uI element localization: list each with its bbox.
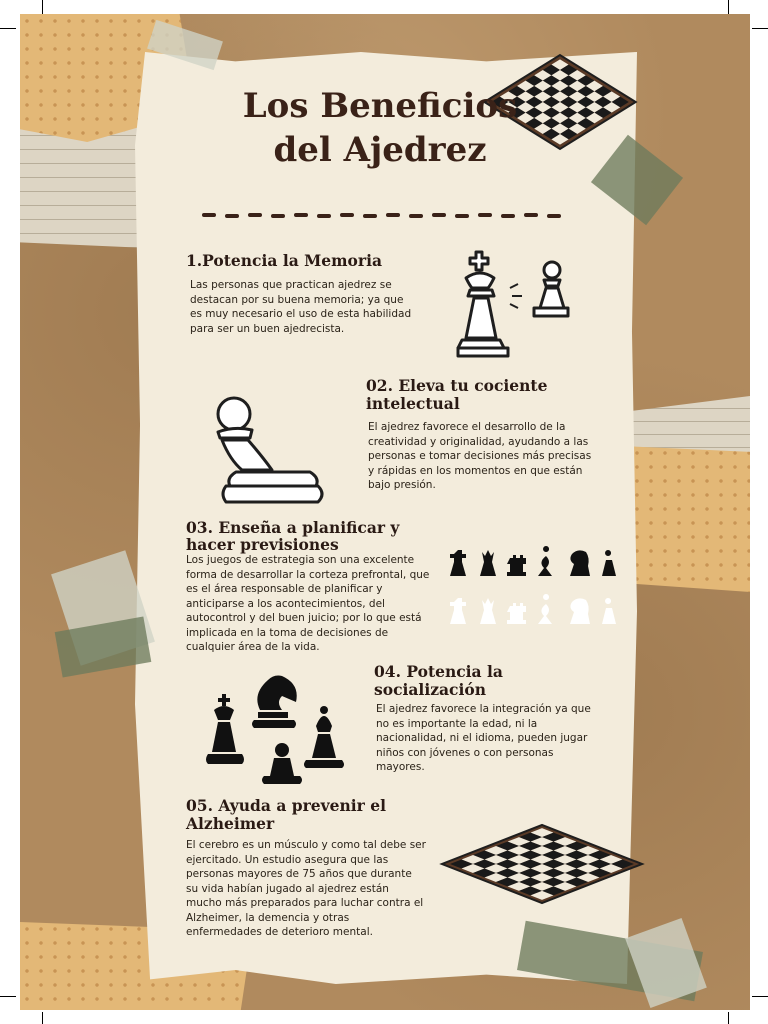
divider-dash (547, 214, 561, 218)
black-pieces-group-icon (204, 670, 352, 790)
king-pushing-pawn-icon (452, 248, 582, 362)
black-piece (480, 550, 496, 576)
black-piece (602, 550, 616, 576)
section-2-body: El ajedrez favorece el desarrollo de la creatividad y originalidad, ayudando a las personas e tomar decisiones más precisas y rápidas en los momentos en que están bajo presión. (368, 421, 592, 491)
divider-dash (317, 214, 331, 218)
section-5-heading: 05. Ayuda a prevenir el Alzheimer (186, 796, 386, 833)
chessboard-icon (424, 814, 660, 914)
divider-dash (248, 213, 262, 217)
divider-dash (501, 214, 515, 218)
dashed-divider (202, 208, 570, 222)
divider-dash (432, 213, 446, 217)
section-5-body: El cerebro es un músculo y como tal debe ser ejercitado. Un estudio asegura que las personas mayores de 75 años que durante su vida habían jugado al ajedrez están mucho más preparados para luchar contra el Alzheimer, la demencia y otras enfermedades de deterioro mental. (186, 839, 426, 938)
white-piece (480, 598, 496, 624)
black-piece (450, 550, 466, 576)
page-title (180, 84, 580, 172)
section-3-body: Los juegos de estrategia son una excelente forma de desarrollar la corteza prefrontal, que es el área responsable de planificar y anticiparse a los acontecimientos, del autocontrol y del buen juicio; por lo que está implicada en la toma de decisiones de cualquier área de la vida. (186, 554, 430, 653)
white-piece (507, 603, 526, 624)
section-4-body: El ajedrez favorece la integración ya que no es importante la edad, ni la nacionalidad, ni el idioma, pueden jugar niños con jóvenes o con personas mayores. (376, 703, 591, 773)
title-line-1: Los Beneficios (242, 86, 518, 126)
section-3-heading: 03. Enseña a planificar y hacer previsiones (186, 518, 400, 554)
divider-dash (524, 213, 538, 217)
divider-dash (294, 213, 308, 217)
divider-dash (340, 213, 354, 217)
divider-dash (202, 213, 216, 217)
black-piece (570, 550, 590, 576)
black-piece (507, 555, 526, 576)
section-2-heading: 02. Eleva tu cociente intelectual (366, 376, 548, 413)
white-piece (450, 598, 466, 624)
divider-dash (478, 213, 492, 217)
divider-dash (386, 213, 400, 217)
chess-piece-rows-icon (448, 546, 628, 638)
divider-dash (409, 214, 423, 218)
black-piece (538, 546, 552, 576)
white-piece (538, 594, 552, 624)
divider-dash (271, 214, 285, 218)
divider-dash (225, 214, 239, 218)
divider-dash (363, 214, 377, 218)
white-piece (570, 598, 590, 624)
section-1-heading: 1.Potencia la Memoria (186, 251, 382, 270)
divider-dash (455, 214, 469, 218)
white-piece (602, 598, 616, 624)
title-line-2: del Ajedrez (273, 130, 487, 170)
section-1-body: Las personas que practican ajedrez se destacan por su buena memoria; ya que es muy necesario el uso de esta habilidad para ser un buen ajedrecista. (190, 279, 412, 335)
section-4-heading: 04. Potencia la socialización (374, 662, 503, 699)
pawn-outline-icon (204, 394, 328, 510)
